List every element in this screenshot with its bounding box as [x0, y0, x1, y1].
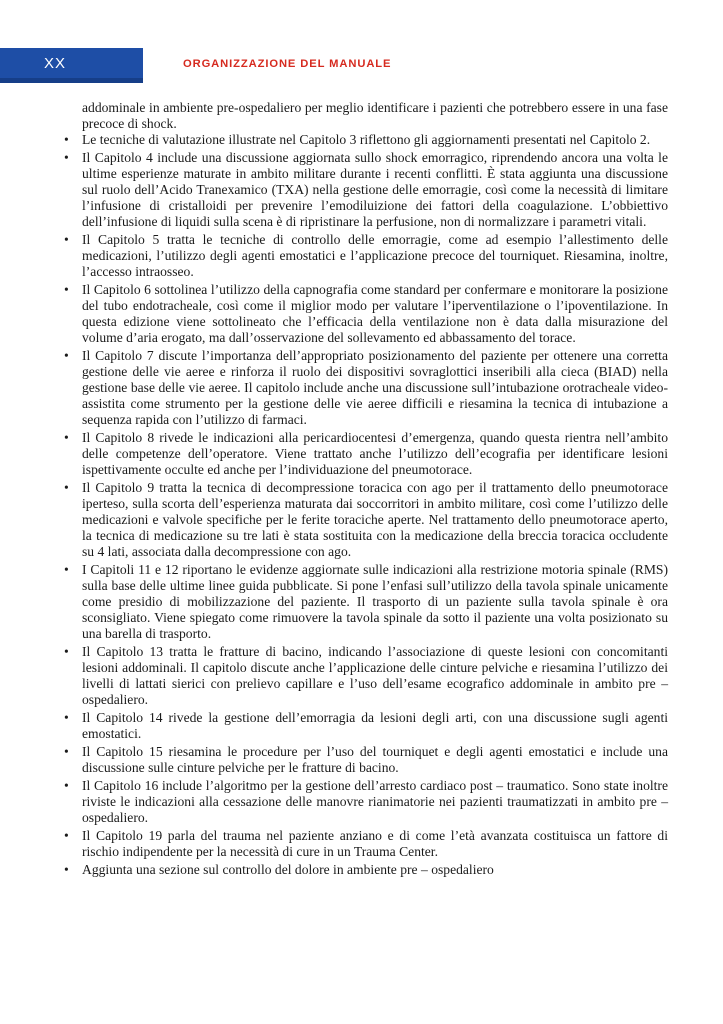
bullet-item: • Il Capitolo 9 tratta la tecnica di decompressione toracica con ago per il trattamento dello pneumotorace iperteso, sulla scorta dell’esperienza maturata dai soccorritori in ambito militare, così come l’utilizzo delle medicazioni e valvole specifiche per le ferite toraciche aperte. Nel trattamento dello pneumotorace aperto, la tecnica di medicazione su tre lati è stata sostituita con la medicazione della breccia toracica occludente su 4 lati, associata dalla decompressione con ago.	[64, 480, 668, 560]
bullet-item: • Il Capitolo 14 rivede la gestione dell’emorragia da lesioni degli arti, con una discussione sugli agenti emostatici.	[64, 710, 668, 742]
bullet-item: • Le tecniche di valutazione illustrate nel Capitolo 3 riflettono gli aggiornamenti presentati nel Capitolo 2.	[64, 132, 668, 148]
page-body	[64, 100, 668, 880]
bullet-item: • Il Capitolo 16 include l’algoritmo per la gestione dell’arresto cardiaco post – traumatico. Sono state inoltre riviste le indicazioni alla cessazione delle manovre rianimatorie nei pazienti traumatizzati in ambito pre – ospedaliero.	[64, 778, 668, 826]
bullet-list	[64, 132, 668, 878]
page-number-block	[0, 48, 143, 83]
bullet-item: • Il Capitolo 8 rivede le indicazioni alla pericardiocentesi d’emergenza, quando questa rientra nell’ambito delle competenze dell’operatore. Viene trattato anche l’utilizzo dell’ecografia per identificare lesioni ispettivamente occulte ed anche per l’individuazione del pneumotorace.	[64, 430, 668, 478]
bullet-item: • Il Capitolo 6 sottolinea l’utilizzo della capnografia come standard per confermare e monitorare la posizione del tubo endotracheale, così come il miglior modo per valutare l’iperventilazione o l’ipoventilazione. In questa edizione viene sottolineato che l’efficacia della ventilazione non è data dalla misurazione del volume d’aria erogato, ma dall’osservazione del sollevamento ed abbassamento del torace.	[64, 282, 668, 346]
bullet-item: • Aggiunta una sezione sul controllo del dolore in ambiente pre – ospedaliero	[64, 862, 668, 878]
bullet-item: • Il Capitolo 15 riesamina le procedure per l’uso del tourniquet e degli agenti emostatici e include una discussione sulle cinture pelviche per le fratture di bacino.	[64, 744, 668, 776]
bullet-item: • Il Capitolo 13 tratta le fratture di bacino, indicando l’associazione di queste lesioni con concomitanti lesioni addominali. Il capitolo discute anche l’applicazione delle cinture pelviche e riesamina l’utilizzo dei livelli di lattati sierici con prelievo capillare e l’uso dell’esame ecografico addominale in ambito pre – ospedaliero.	[64, 644, 668, 708]
page-number: XX	[44, 55, 67, 72]
bullet-item: • Il Capitolo 5 tratta le tecniche di controllo delle emorragie, come ad esempio l’allestimento delle medicazioni, l’utilizzo degli agenti emostatici e l’applicazione precoce del tourniquet. Riesamina, inoltre, l’accesso intraosseo.	[64, 232, 668, 280]
page-header	[0, 48, 723, 83]
continuation-paragraph: addominale in ambiente pre-ospedaliero per meglio identificare i pazienti che potrebbero essere in una fase precoce di shock.	[82, 100, 668, 131]
bullet-item: • I Capitoli 11 e 12 riportano le evidenze aggiornate sulle indicazioni alla restrizione motoria spinale (RMS) sulla base delle ultime linee guida pubblicate. Si pone l’enfasi sull’utilizzo della tavola spinale unicamente come presidio di mobilizzazione del paziente. Il trasporto di un paziente sulla tavola spinale è ora sconsigliato. Viene spiegato come rimuovere la tavola spinale da sotto il paziente una volta posizionato su una barella di trasporto.	[64, 562, 668, 642]
bullet-item: • Il Capitolo 7 discute l’importanza dell’appropriato posizionamento del paziente per ottenere una corretta gestione delle vie aeree e rinforza il ruolo dei dispositivi sovraglottici inseribili alla cieca (BIAD) nella gestione base delle vie aeree. Il capitolo include anche una discussione sull’intubazione orotracheale video-assistita come strumento per la gestione delle vie aeree difficili e riesamina la tecnica di intubazione a sequenza rapida con l’utilizzo di farmaci.	[64, 348, 668, 428]
bullet-item: • Il Capitolo 19 parla del trauma nel paziente anziano e di come l’età avanzata costituisca un fattore di rischio indipendente per la necessità di cure in un Trauma Center.	[64, 828, 668, 860]
section-title: ORGANIZZAZIONE DEL MANUALE	[183, 58, 392, 70]
bullet-item: • Il Capitolo 4 include una discussione aggiornata sullo shock emorragico, riprendendo ancora una volta le ultime esperienze maturate in ambito militare durante i recenti conflitti. È stata aggiunta una discussione sul ruolo dell’Acido Tranexamico (TXA) nella gestione delle emorragie, così come la necessità di limitare l’infusione di cristalloidi per prevenire l’emodiluizione dei fattori della coagulazione. L’obbiettivo dell’infusione di liquidi sulla scena è di ripristinare la perfusione, non di normalizzare i parametri vitali.	[64, 150, 668, 230]
